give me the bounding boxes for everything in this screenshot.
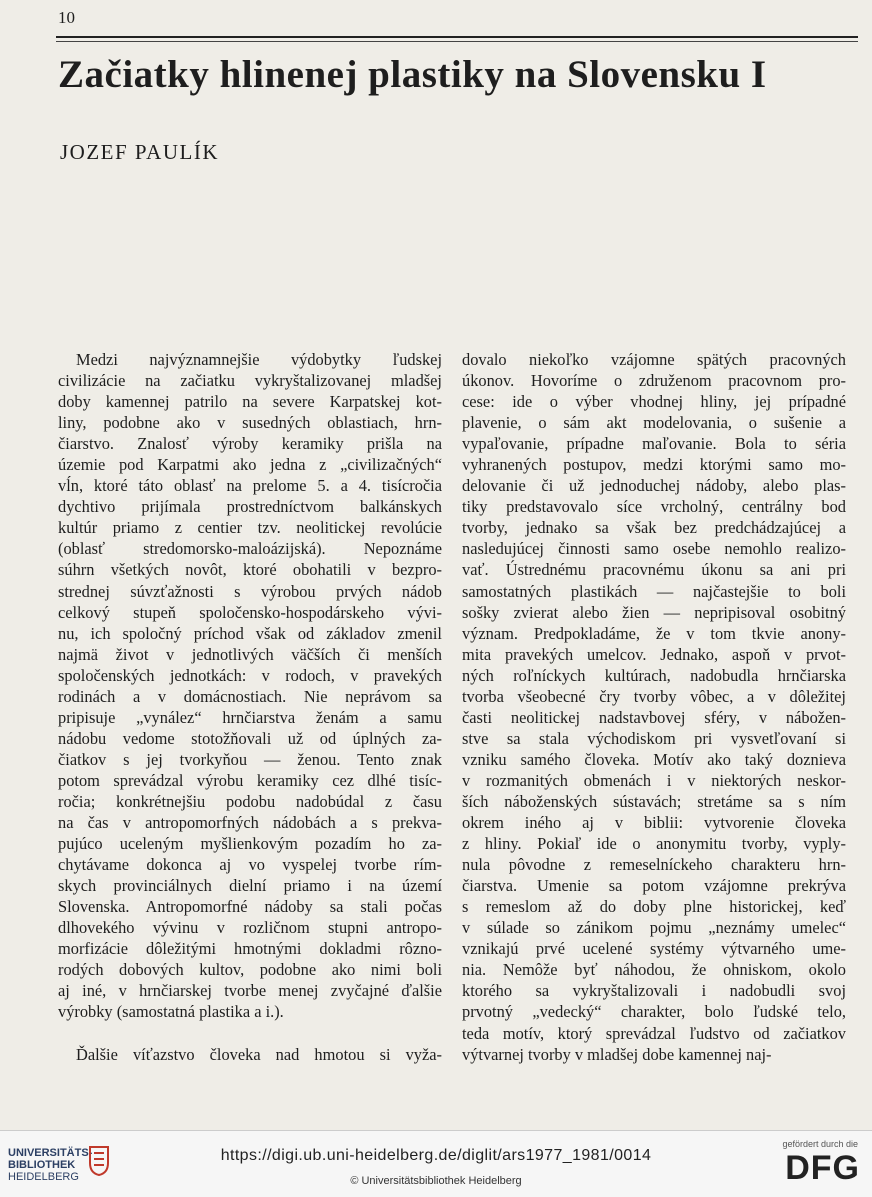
dfg-caption: gefördert durch die: [782, 1139, 858, 1149]
text-line: celkový stupeň spoločensko-hospodárskeho vývi-: [58, 602, 442, 622]
text-line: dychtivo prijímala prostredníctvom balkánskych: [58, 497, 442, 517]
paragraph-2-line: Ďalšie víťazstvo človeka nad hmotou si vyža-: [76, 1044, 442, 1064]
text-line: aj iné, v hrnčiarskej tvorbe menej zvyčajné ďalšie: [58, 981, 442, 1001]
text-line: ších náboženských sústavách; stretáme sa s ním: [462, 791, 846, 811]
paragraph-continued: [462, 349, 846, 1065]
text-line: samostatných plastikách — najčastejšie to boli: [462, 581, 846, 601]
text-line: Medzi najvýznamnejšie výdobytky ľudskej: [76, 350, 442, 369]
library-logo-line: UNIVERSITÄTS-: [8, 1147, 93, 1159]
text-line: časti neolitickej nadstavbovej sféry, v nábožen-: [462, 707, 846, 727]
header-rule-thin: [56, 41, 858, 42]
text-line: v súlade so zánikom pojmu „neznámy umelec“: [462, 918, 846, 938]
text-line: výrobky (samostatná plastika a i.).: [58, 1002, 284, 1022]
text-line: rodinách a v domácnostiach. Nie neprávom sa: [58, 686, 442, 706]
text-line: čiarstva. Umenie sa potom vzájomne prekrýva: [462, 876, 846, 896]
text-line: tvorba všeobecné čry tvorby vôbec, a v dôležitej: [462, 686, 846, 706]
text-line: teda motív, ktorý sprevádzal ľudstvo od začiatkov: [462, 1023, 846, 1043]
text-line: čiarstvo. Znalosť výroby keramiky prišla na: [58, 434, 442, 454]
text-line: tvorby, jednako sa však bez predchádzajúcej a: [462, 518, 846, 538]
article-title: Začiatky hlinenej plastiky na Slovensku I: [58, 53, 767, 96]
text-line: potom sprevádzal výrobu keramiky cez dlhé tisíc-: [58, 770, 442, 790]
text-line: v rozmanitých obmenách i v niektorých neskor-: [462, 770, 846, 790]
right-column: [462, 349, 846, 1065]
text-line: mita pravekých umelcov. Jednako, aspoň v prvot-: [462, 644, 846, 664]
text-line: prvotný „vedecký“ charakter, bolo ľudské telo,: [462, 1002, 846, 1022]
text-line: úkonov. Hovoríme o združenom pracovnom pro-: [462, 371, 846, 391]
text-line: vĺn, ktoré táto oblasť na prelome 5. a 4. tisícročia: [58, 476, 442, 496]
text-line: nádobu vedome stotožňovali už od úplných za-: [58, 728, 442, 748]
text-line: nula pôvodne z remeselníckeho charakteru hrn-: [462, 855, 846, 875]
text-line: z hliny. Pokiaľ ide o anonymitu tvorby, vyply-: [462, 834, 846, 854]
text-line: súhrn všetkých novôt, ktoré obohatili v bezpro-: [58, 560, 442, 580]
paragraph-gap: [58, 1023, 442, 1044]
viewer-footer: [0, 1130, 872, 1197]
text-line: ročia; konkrétnejšiu podobu nadobúdal z času: [58, 791, 442, 811]
text-line: nia. Nemôže byť náhodou, že ohniskom, okolo: [462, 960, 846, 980]
text-line: vznikajú prvé ucelené systémy výtvarného ume-: [462, 939, 846, 959]
text-line: (oblasť stredomorsko-maloázijská). Nepoznáme: [58, 539, 442, 559]
text-line: vzniku samého človeka. Motív ako taký doznieva: [462, 749, 846, 769]
text-line: delovanie či už jednoduchej nádoby, alebo plas-: [462, 476, 846, 496]
text-line: pujúco uceleným myšlienkovým pozadím ho za-: [58, 834, 442, 854]
text-line: vyhranených postupov, medzi ktorými samo mo-: [462, 455, 846, 475]
document-url-link[interactable]: https://digi.ub.uni-heidelberg.de/diglit/ars1977_1981/0014: [220, 1147, 652, 1164]
text-line: ktorého sa vykryštalizovali i nadobudli svoj: [462, 981, 846, 1001]
text-line: morfizácie dôležitými hmotnými dokladmi rôzno-: [58, 939, 442, 959]
text-line: nu, ich spoločný príchod však od základov zmenil: [58, 623, 442, 643]
text-line: nasledujúcej činnosti samo osebe nemohlo realizo-: [462, 539, 846, 559]
text-line: najmä život v jednotlivých väčších či menších: [58, 644, 442, 664]
text-line: na čas v antropomorfných nádobách a s prekva-: [58, 813, 442, 833]
text-line: ných roľníckych kultúrach, nadobudla hrnčiarska: [462, 665, 846, 685]
header-rule: [56, 36, 858, 38]
text-line: cese: ide o výber vhodnej hliny, jej prípadné: [462, 392, 846, 412]
text-line: dovalo niekoľko vzájomne spätých pracovných: [462, 350, 846, 369]
paragraph-1: [58, 349, 442, 1023]
text-line: doby kamennej patrilo na severe Karpatskej kot-: [58, 392, 442, 412]
text-line: význam. Predpokladáme, že v tom tkvie anony-: [462, 623, 846, 643]
text-line: chytávame dokonca aj vo vyspelej tvorbe rím-: [58, 855, 442, 875]
dfg-logo[interactable]: DFG: [785, 1149, 860, 1187]
text-line: Slovenska. Antropomorfné nádoby sa stali počas: [58, 897, 442, 917]
text-line: dlhovekého vývinu v rozličnom stupni antropo-: [58, 918, 442, 938]
left-column: [58, 349, 442, 1065]
text-line: civilizácie na začiatku vykryštalizovanej mladšej: [58, 371, 442, 391]
text-line: kultúr priamo z centier tzv. neolitickej revolúcie: [58, 518, 442, 538]
text-line: strednej súvzťažnosti s výrobou prvých nádob: [58, 581, 442, 601]
text-line: stve sa stala východiskom pri vysvetľovaní si: [462, 728, 846, 748]
text-line: vať. Ústrednému pracovnému úkonu sa ani pri: [462, 560, 846, 580]
text-line: liny, podobne ako v susedných oblastiach, hrn-: [58, 413, 442, 433]
text-line: pripisuje „vynález“ hrnčiarstva ženám a samu: [58, 707, 442, 727]
page-number: 10: [58, 8, 75, 27]
paragraph-2: [58, 1044, 442, 1065]
copyright-notice: © Universitätsbibliothek Heidelberg: [350, 1175, 522, 1187]
text-line: vypaľovanie, prípadne maľovanie. Bola to séria: [462, 434, 846, 454]
library-logo-line: BIBLIOTHEK: [8, 1159, 76, 1171]
text-line: plavenie, o sám akt modelovania, o sušenie a: [462, 413, 846, 433]
text-line: skych provinciálnych dielní priamo i na území: [58, 876, 442, 896]
article-author: JOZEF PAULÍK: [60, 140, 219, 164]
text-line: čiatkov s jej tvorkyňou — ženou. Tento znak: [58, 749, 442, 769]
text-line: územie pod Karpatmi ako jedna z „civilizačných“: [58, 455, 442, 475]
text-line: sošky zvierat alebo žien — nepripisoval osobitný: [462, 602, 846, 622]
library-logo-line: HEIDELBERG: [8, 1171, 79, 1183]
text-line: okrem iného aj v biblii: vytvorenie človeka: [462, 813, 846, 833]
text-line: rodých dobových kultov, podobne ako nimi boli: [58, 960, 442, 980]
text-line: tiky predstavovalo síce vrcholný, centrálny bod: [462, 497, 846, 517]
text-line: výtvarnej tvorby v mladšej dobe kamennej naj-: [462, 1044, 772, 1064]
text-line: s remeslom až do doby plne historickej, keď: [462, 897, 846, 917]
text-line: spoločenských jednotkách: v rodoch, v pravekých: [58, 665, 442, 685]
